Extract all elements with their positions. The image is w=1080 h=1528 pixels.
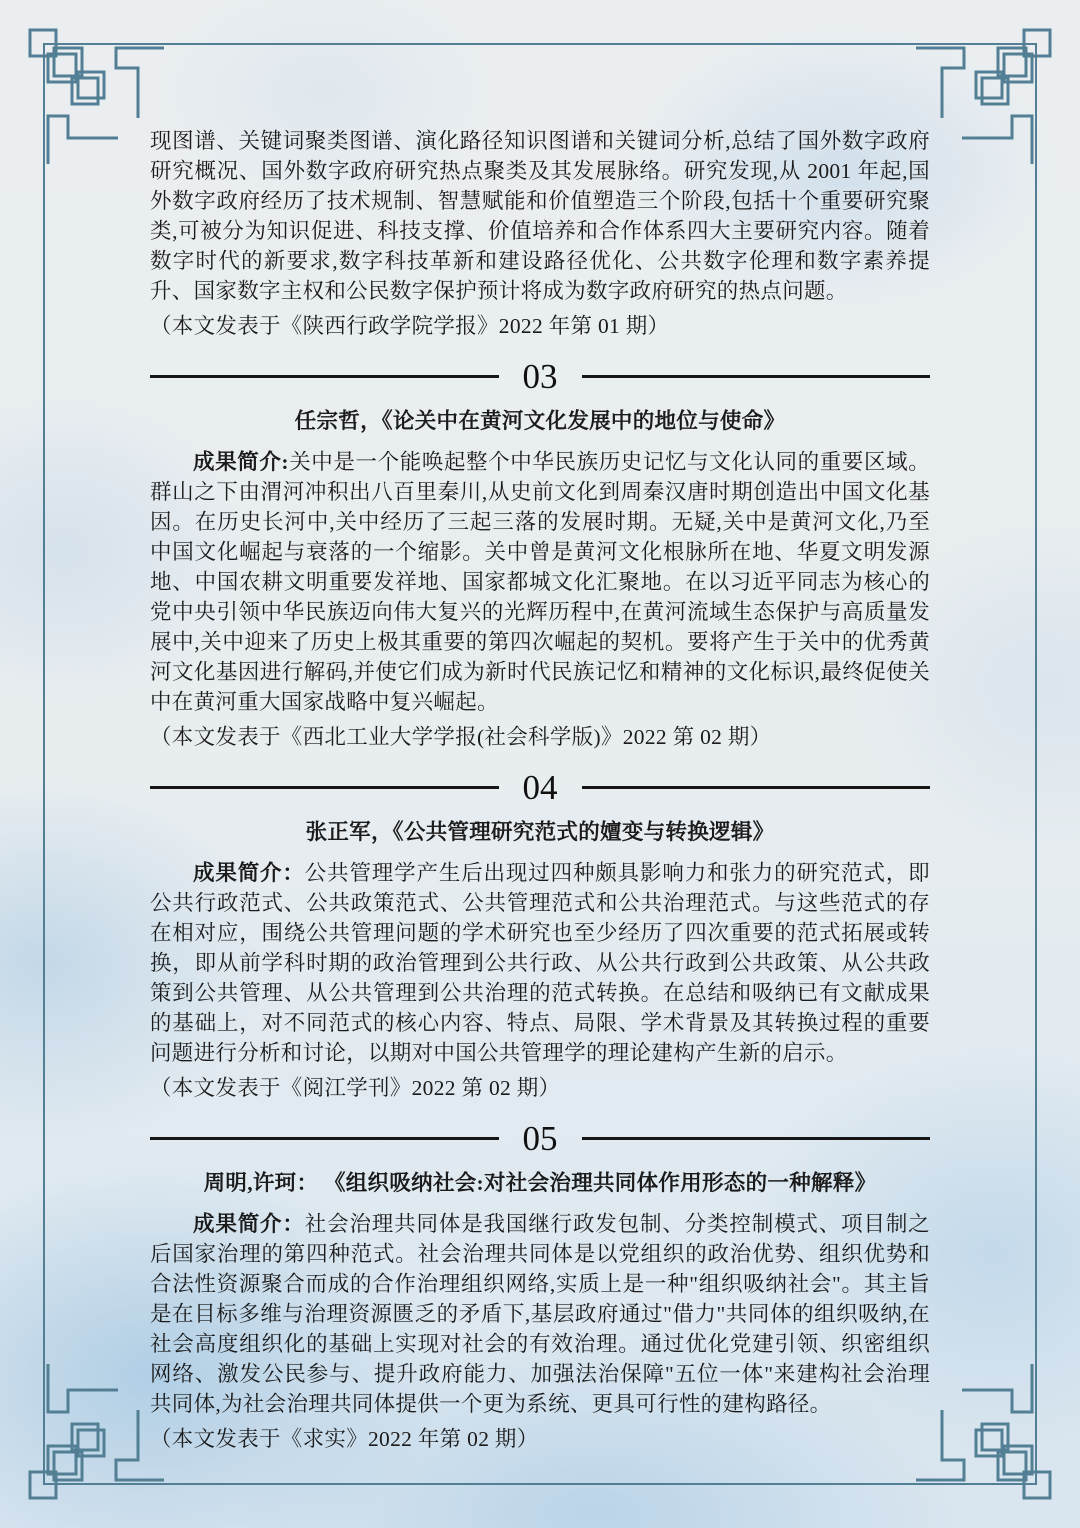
lattice-corner-ornament-icon xyxy=(912,1360,1062,1510)
publication-note: （本文发表于《陕西行政学院学报》2022 年第 01 期） xyxy=(150,314,670,338)
publication-note: （本文发表于《求实》2022 年第 02 期） xyxy=(150,1427,539,1451)
section-title: 任宗哲，《论关中在黄河文化发展中的地位与使命》 xyxy=(294,409,786,433)
section-title: 张正军，《公共管理研究范式的嬗变与转换逻辑》 xyxy=(305,820,775,844)
section-number: 04 xyxy=(522,767,558,807)
document-content xyxy=(150,126,930,1454)
abstract-paragraph xyxy=(150,858,930,1068)
lattice-corner-ornament-icon xyxy=(18,1360,168,1510)
section-divider xyxy=(150,1115,930,1161)
abstract-label: 成果简介： xyxy=(193,1212,305,1236)
section-divider xyxy=(150,764,930,810)
divider-line xyxy=(150,1137,499,1140)
divider-line xyxy=(150,786,499,789)
abstract-text: 公共管理学产生后出现过四种颇具影响力和张力的研究范式，即公共行政范式、公共政策范式、公共管理范式和公共治理范式。与这些范式的存在相对应，围绕公共管理问题的学术研究也至少经历了四次重要的范式拓展或转换，即从前学科时期的政治管理到公共行政、从公共行政到公共政策、从公共政策到公共管理、从公共管理到公共治理的范式转换。在总结和吸纳已有文献成果的基础上，对不同范式的核心内容、特点、局限、学术背景及其转换过程的重要问题进行分析和讨论，以期对中国公共管理学的理论建构产生新的启示。 xyxy=(150,861,930,1065)
section-number: 05 xyxy=(522,1118,558,1158)
abstract-label: 成果简介: xyxy=(193,450,289,474)
lattice-corner-ornament-icon xyxy=(18,18,168,168)
abstract-text: 社会治理共同体是我国继行政发包制、分类控制模式、项目制之后国家治理的第四种范式。社会治理共同体是以党组织的政治优势、组织优势和合法性资源聚合而成的合作治理组织网络,实质上是一种"组织吸纳社会"。其主旨是在目标多维与治理资源匮乏的矛盾下,基层政府通过"借力"共同体的组织吸纳,在社会高度组织化的基础上实现对社会的有效治理。通过优化党建引领、织密组织网络、激发公民参与、提升政府能力、加强法治保障"五位一体"来建构社会治理共同体,为社会治理共同体提供一个更为系统、更具可行性的建构路径。 xyxy=(150,1212,930,1416)
divider-line xyxy=(582,1137,931,1140)
publication-note: （本文发表于《阅江学刊》2022 第 02 期） xyxy=(150,1076,561,1100)
abstract-paragraph: 现图谱、关键词聚类图谱、演化路径知识图谱和关键词分析,总结了国外数字政府研究概况、国外数字政府研究热点聚类及其发展脉络。研究发现,从 2001 年起,国外数字政府经历了技术规制、智慧赋能和价值塑造三个阶段,包括十个重要研究聚类,可被分为知识促进、科技支撑、价值培养和合作体系四大主要研究内容。随着数字时代的新要求,数字科技革新和建设路径优化、公共数字伦理和数字素养提升、国家数字主权和公民数字保护预计将成为数字政府研究的热点问题。 xyxy=(150,129,930,303)
divider-line xyxy=(582,375,931,378)
section-divider xyxy=(150,353,930,399)
publication-note: （本文发表于《西北工业大学学报(社会科学版)》2022 第 02 期） xyxy=(150,725,772,749)
divider-line xyxy=(150,375,499,378)
section-title: 周明,许珂： 《组织吸纳社会:对社会治理共同体作用形态的一种解释》 xyxy=(203,1171,877,1195)
abstract-text: 关中是一个能唤起整个中华民族历史记忆与文化认同的重要区域。群山之下由渭河冲积出八百里秦川,从史前文化到周秦汉唐时期创造出中国文化基因。在历史长河中,关中经历了三起三落的发展时期。无疑,关中是黄河文化,乃至中国文化崛起与衰落的一个缩影。关中曾是黄河文化根脉所在地、华夏文明发源地、中国农耕文明重要发祥地、国家都城文化汇聚地。在以习近平同志为核心的党中央引领中华民族迈向伟大复兴的光辉历程中,在黄河流域生态保护与高质量发展中,关中迎来了历史上极其重要的第四次崛起的契机。要将产生于关中的优秀黄河文化基因进行解码,并使它们成为新时代民族记忆和精神的文化标识,最终促使关中在黄河重大国家战略中复兴崛起。 xyxy=(150,450,930,714)
abstract-paragraph xyxy=(150,447,930,717)
lattice-corner-ornament-icon xyxy=(912,18,1062,168)
divider-line xyxy=(582,786,931,789)
abstract-paragraph xyxy=(150,1209,930,1419)
section-number: 03 xyxy=(522,356,558,396)
abstract-label: 成果简介： xyxy=(193,861,305,885)
